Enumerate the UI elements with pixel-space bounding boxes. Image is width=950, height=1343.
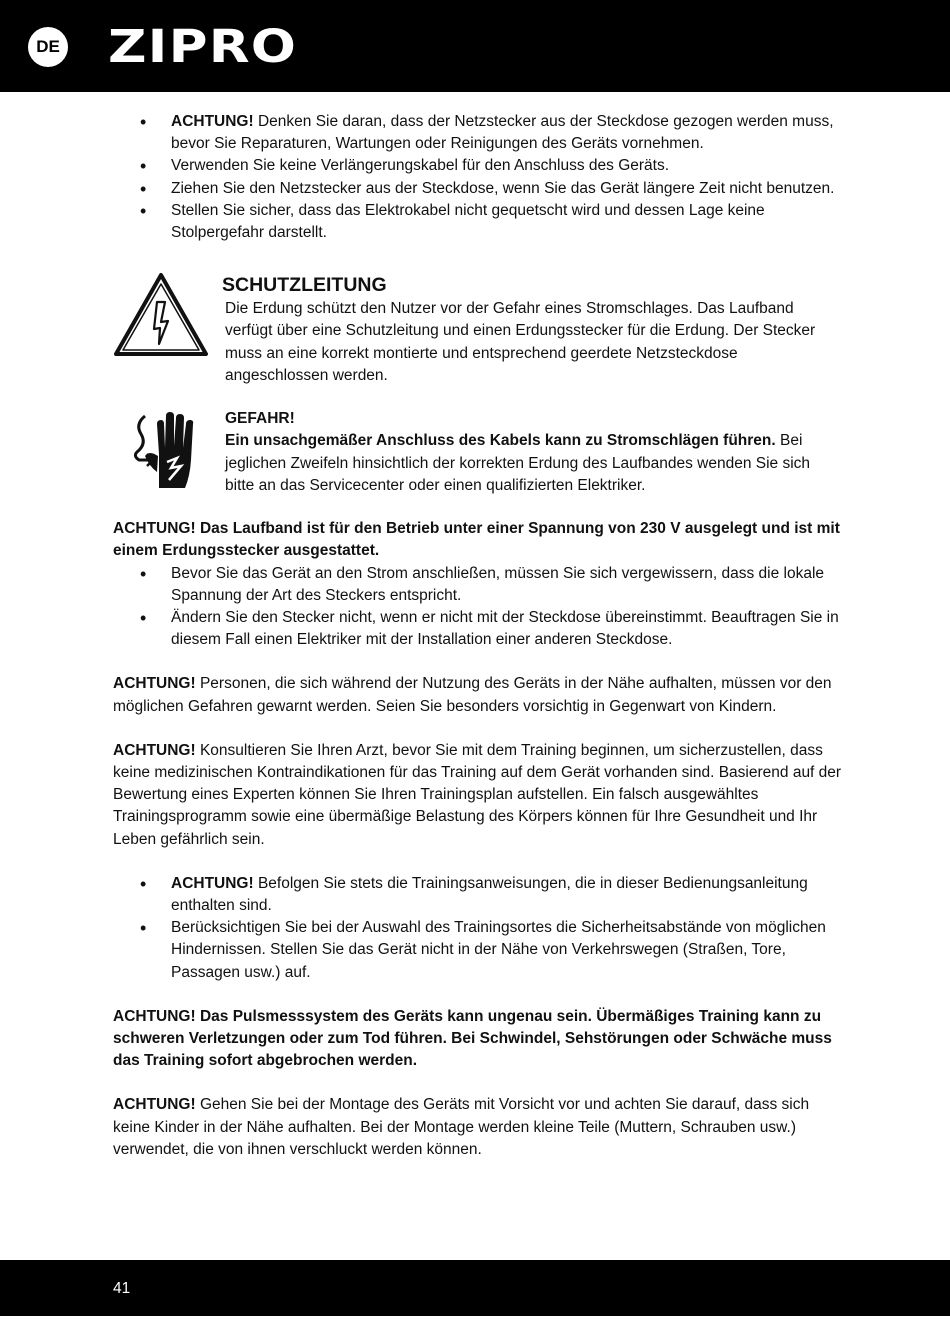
- bullet-list-training: [113, 873, 843, 984]
- list-item: • Stellen Sie sicher, dass das Elektrokabel nicht gequetscht wird und dessen Lage keine Stolpergefahr darstellt.: [113, 200, 843, 244]
- page-number: 41: [113, 1280, 131, 1297]
- section-title: SCHUTZLEITUNG: [222, 274, 387, 297]
- list-item: • ACHTUNG! Befolgen Sie stets die Trainingsanweisungen, die in dieser Bedienungsanleitung enthalten sind.: [113, 873, 843, 917]
- page-footer: [0, 1260, 950, 1316]
- bullet-list-plug: [113, 563, 843, 652]
- list-item: • Bevor Sie das Gerät an den Strom anschließen, müssen Sie sich vergewissern, dass die lokale Spannung der Art des Steckers entspricht.: [113, 563, 843, 607]
- danger-text: Ein unsachgemäßer Anschluss des Kabels kann zu Stromschlägen führen. Bei jeglichen Zweifeln hinsichtlich der korrekten Erdung des Laufbandes wenden Sie sich bitte an das Servicecenter oder einen qualifizierten Elektriker.: [225, 432, 811, 494]
- grounding-section: [113, 272, 843, 382]
- doctor-warning: ACHTUNG! Konsultieren Sie Ihren Arzt, bevor Sie mit dem Training beginnen, um sicherzustellen, dass keine medizinischen Kontraindikationen für das Training auf dem Gerät vorhanden sind. Basierend auf der Bewertung eines Experten können Sie Ihren Trainingsplan aufstellen. Ein falsch ausgewähltes Trainingsprogramm sowie eine übermäßige Belastung des Körpers können für Ihre Gesundheit und Ihr Leben gefährlich sein.: [113, 741, 842, 848]
- voltage-notice: ACHTUNG! Das Laufband ist für den Betrieb unter einer Spannung von 230 V ausgelegt und ist mit einem Erdungsstecker ausgestattet.: [113, 520, 840, 560]
- pulse-warning: ACHTUNG! Das Pulsmesssystem des Geräts kann ungenau sein. Übermäßiges Training kann zu schweren Verletzungen oder zum Tod führen. Bei Schwindel, Sehstörungen oder Schwäche muss das Training sofort abgebrochen werden.: [113, 1007, 832, 1070]
- danger-title: GEFAHR!: [225, 410, 295, 428]
- list-item: • Verwenden Sie keine Verlängerungskabel für den Anschluss des Geräts.: [113, 155, 843, 177]
- page-content: [113, 111, 843, 1161]
- high-voltage-warning-icon: [113, 272, 209, 358]
- brand-logo: ZIPRO: [108, 20, 298, 73]
- assembly-warning: ACHTUNG! Gehen Sie bei der Montage des Geräts mit Vorsicht vor und achten Sie darauf, dass sich keine Kinder in der Nähe aufhalten. Bei der Montage werden kleine Teile (Muttern, Schrauben usw.) verwendet, die von ihnen verschluckt werden können.: [113, 1096, 810, 1158]
- bullet-list-power: [113, 111, 843, 244]
- danger-section: [113, 408, 843, 496]
- list-item: • Ziehen Sie den Netzstecker aus der Steckdose, wenn Sie das Gerät längere Zeit nicht benutzen.: [113, 178, 843, 200]
- bystander-warning: ACHTUNG! Personen, die sich während der Nutzung des Geräts in der Nähe aufhalten, müssen vor den möglichen Gefahren gewarnt werden. Seien Sie besonders vorsichtig in Gegenwart von Kindern.: [113, 675, 832, 715]
- section-text: Die Erdung schützt den Nutzer vor der Gefahr eines Stromschlages. Das Laufband verfügt über eine Schutzleitung und einen Erdungsstecker für die Erdung. Der Stecker muss an eine korrekt montierte und entsprechend geerdete Netzsteckdose angeschlossen werden.: [225, 300, 816, 384]
- language-badge: DE: [28, 27, 68, 67]
- electric-shock-hand-icon: [131, 410, 199, 490]
- page-header: [0, 0, 950, 92]
- list-item: • ACHTUNG! Denken Sie daran, dass der Netzstecker aus der Steckdose gezogen werden muss, bevor Sie Reparaturen, Wartungen oder Reinigungen des Geräts vornehmen.: [113, 111, 843, 155]
- list-item: • Berücksichtigen Sie bei der Auswahl des Trainingsortes die Sicherheitsabstände von möglichen Hindernissen. Stellen Sie das Gerät nicht in der Nähe von Verkehrswegen (Straßen, Tore, Passagen usw.) auf.: [113, 917, 843, 984]
- list-item: • Ändern Sie den Stecker nicht, wenn er nicht mit der Steckdose übereinstimmt. Beauftragen Sie in diesem Fall einen Elektriker mit der Installation einer anderen Steckdose.: [113, 607, 843, 651]
